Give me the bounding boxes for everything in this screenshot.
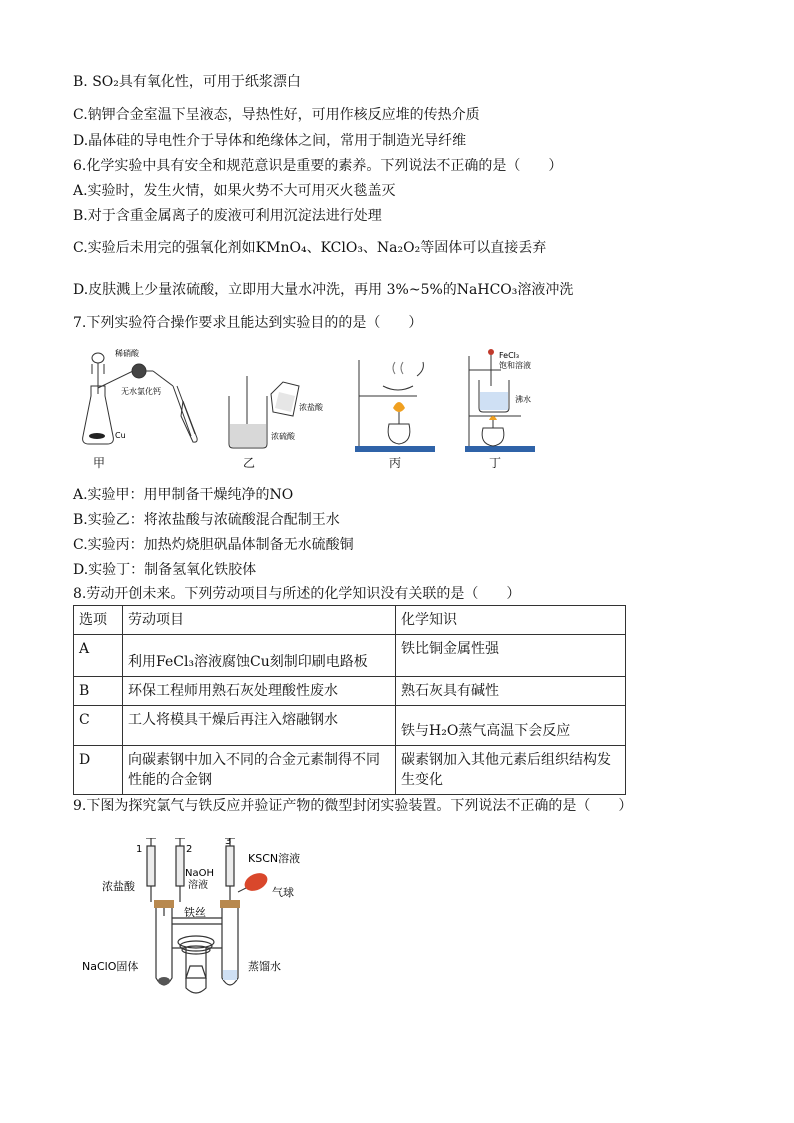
q9-apparatus-drawing — [80, 838, 320, 1003]
q5-option-d: D.晶体硅的导电性介于导体和绝缘体之间，常用于制造光导纤维 — [73, 133, 467, 149]
q6-option-a: A.实验时，发生火情，如果火势不大可用灭火毯盖灭 — [73, 183, 396, 199]
caption-bing: 丙 — [389, 456, 402, 470]
row-a-knowledge: 铁比铜金属性强 — [396, 635, 626, 677]
q7-option-a: A.实验甲：用甲制备干燥纯净的NO — [73, 487, 294, 503]
q6-option-b: B.对于含重金属离子的废液可利用沉淀法进行处理 — [73, 208, 382, 224]
header-option: 选项 — [74, 606, 123, 635]
row-b-option: B — [74, 677, 123, 706]
label-naclo-solid: NaClO固体 — [82, 960, 139, 973]
table-header-row — [74, 606, 626, 635]
table-row — [74, 746, 626, 795]
q7-figures — [73, 346, 633, 474]
label-naoh-solution: 溶液 — [188, 880, 208, 891]
figure-ding-drawing — [461, 346, 571, 474]
row-a-option: A — [74, 635, 123, 677]
row-c-knowledge: 铁与H₂O蒸气高温下会反应 — [396, 706, 626, 746]
label-dilute-nitric-acid: 稀硝酸 — [115, 349, 139, 358]
label-boiling-water: 沸水 — [515, 395, 531, 404]
label-naoh: NaOH — [185, 868, 214, 879]
question-8: 8.劳动开创未来。下列劳动项目与所述的化学知识没有关联的是（ ） — [73, 586, 521, 602]
question-7: 7.下列实验符合操作要求且能达到实验目的的是（ ） — [73, 315, 423, 331]
question-9: 9.下图为探究氯气与铁反应并验证产物的微型封闭实验装置。下列说法不正确的是（ ） — [73, 798, 633, 814]
label-conc-hcl-q9: 浓盐酸 — [102, 880, 135, 893]
label-syringe-1: 1 — [136, 844, 143, 855]
q5-option-b: B. SO₂具有氧化性，可用于纸浆漂白 — [73, 74, 301, 90]
label-conc-hcl: 浓盐酸 — [299, 403, 323, 412]
caption-jia: 甲 — [93, 456, 106, 470]
caption-yi: 乙 — [243, 456, 256, 470]
question-6: 6.化学实验中具有安全和规范意识是重要的素养。下列说法不正确的是（ ） — [73, 158, 563, 174]
q6-option-c: C.实验后未用完的强氧化剂如KMnO₄、KClO₃、Na₂O₂等固体可以直接丢弃 — [73, 240, 547, 256]
table-row — [74, 635, 626, 677]
row-d-option: D — [74, 746, 123, 795]
label-conc-h2so4: 浓硫酸 — [271, 432, 295, 441]
label-fecl3: FeCl₃ — [499, 351, 520, 360]
table-row — [74, 677, 626, 706]
row-b-labor: 环保工程师用熟石灰处理酸性废水 — [123, 677, 396, 706]
row-d-knowledge: 碳素钢加入其他元素后组织结构发生变化 — [396, 746, 626, 795]
figure-yi-drawing — [221, 346, 331, 474]
row-d-labor: 向碳素钢中加入不同的合金元素制得不同性能的合金钢 — [123, 746, 396, 795]
label-syringe-3: 3 — [225, 838, 232, 847]
q8-table — [73, 605, 626, 795]
label-balloon: 气球 — [272, 886, 294, 899]
label-cu: Cu — [115, 431, 126, 440]
caption-ding: 丁 — [489, 456, 502, 470]
label-iron-wire: 铁丝 — [184, 906, 206, 919]
q6-option-d: D.皮肤溅上少量浓硫酸，立即用大量水冲洗，再用 3%~5%的NaHCO₃溶液冲洗 — [73, 282, 574, 298]
label-kscn-solution: KSCN溶液 — [248, 852, 301, 865]
q5-option-c: C.钠钾合金室温下呈液态，导热性好，可用作核反应堆的传热介质 — [73, 107, 480, 123]
row-b-knowledge: 熟石灰具有碱性 — [396, 677, 626, 706]
label-syringe-2: 2 — [186, 844, 193, 855]
q7-option-b: B.实验乙：将浓盐酸与浓硫酸混合配制王水 — [73, 512, 340, 528]
figure-ding — [461, 346, 571, 474]
figure-jia — [73, 346, 203, 474]
label-saturated-solution: 饱和溶液 — [499, 361, 531, 370]
row-c-labor: 工人将模具干燥后再注入熔融钢水 — [123, 706, 396, 746]
header-knowledge: 化学知识 — [396, 606, 626, 635]
label-distilled-water: 蒸馏水 — [248, 960, 281, 973]
q7-option-c: C.实验丙：加热灼烧胆矾晶体制备无水硫酸铜 — [73, 537, 354, 553]
header-labor: 劳动项目 — [123, 606, 396, 635]
table-row — [74, 706, 626, 746]
row-a-labor: 利用FeCl₃溶液腐蚀Cu刻制印刷电路板 — [123, 635, 396, 677]
row-c-option: C — [74, 706, 123, 746]
label-drying-agent: 无水氯化钙 — [121, 387, 161, 396]
figure-bing — [353, 346, 443, 474]
q7-option-d: D.实验丁：制备氢氧化铁胶体 — [73, 562, 257, 578]
q9-figure — [80, 838, 320, 1003]
figure-yi — [221, 346, 331, 474]
